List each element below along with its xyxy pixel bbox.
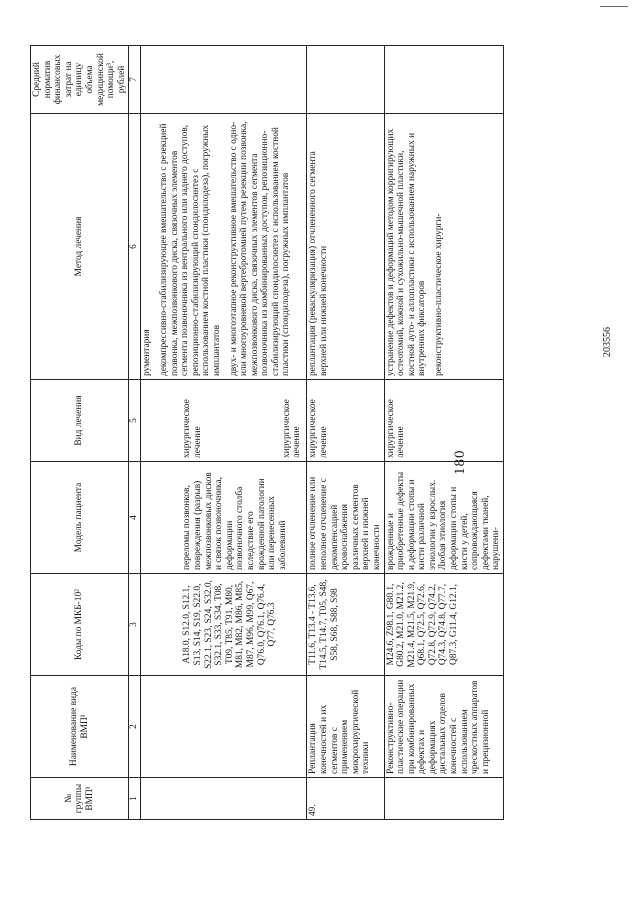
column-number: 7: [129, 46, 141, 114]
header-group-number: № группы ВМП¹: [31, 778, 129, 820]
header-vmp-name: Наименование вида ВМП¹: [31, 676, 129, 778]
treatment-method-continued: рументария: [142, 329, 153, 376]
treatment-type: хирургическое лечение: [385, 399, 407, 458]
group-number: 49.: [308, 804, 319, 816]
cost-norm-cell: [307, 46, 384, 114]
header-cost-norm: Средний норматив финансовых затрат на единицу объема медицинской помощи³, рублей: [31, 46, 129, 114]
patient-model-cell: [384, 462, 504, 574]
group-number-cell: [384, 778, 504, 820]
treatment-method: декомпрессивно-стабилизирующее вмешательство с резекцией позвонка, межпозвонкового диска, связочных элементов сегмента позвоночника из вентрального или заднего доступов, репозиционно-стабилизирующий спондилосинтез с использованием костной пластики (спондилодеза), погружных имплантатов: [158, 123, 222, 376]
patient-model: полное отчленение или неполное отчленение с декомпенсацией кровоснабжения различных сегментов верхней и нижней конечности: [308, 476, 382, 570]
treatment-method-cell: [141, 114, 307, 380]
treatment-method: двух- и многоэтапное реконструктивное вмешательство с одно- или многоуровневой вертебротомией путем резекции позвонка, межпозвонкового диска, связочных элементов сегмента позвоночника из комбинированных доступов, репозиционно-стабилизирующий спондилосинтез с использованием костной пластики (спондилодеза), погружных имплантатов: [228, 121, 292, 376]
column-number-row: [129, 46, 141, 820]
column-number: 4: [129, 462, 141, 574]
treatment-method: реконструктивно-пластическое хирурги-: [433, 213, 444, 376]
icd-codes: M24.6, Z98.1, G80.1, G80.2, M21.0, M21.2, M21.4, M21.5, M21.9, Q68.1, Q72.5, Q72.6, Q72.8, Q72.9, Q74.2, Q74.3, Q74.8, Q77.7, Q87.3, G11.4, G12.1,: [385, 581, 460, 668]
document-number: 203556: [602, 327, 613, 357]
vmp-name-cell: [307, 676, 384, 778]
patient-model-cell: [141, 462, 307, 574]
patient-model: врожденные и приобретенные дефекты и деформации стопы и кисти различной этиологии у взрослых. Любая этиология деформации стопы и кисти у детей, сопровождающаяся дефектами тканей, нарушени-: [385, 471, 502, 570]
group-number-cell: [307, 778, 384, 820]
treatment-type: хирургическое лечение: [308, 399, 329, 458]
treatment-type: хирургическое лечение: [281, 399, 303, 458]
group-number-cell: [141, 778, 307, 820]
header-patient-model: Модель пациента: [31, 462, 129, 574]
treatment-method: реплантация (реваскуляризация) отчлененного сегмента верхней или нижней конечности: [308, 151, 329, 376]
icd-codes: T11.6, T13.4 - T13.6, T14.5, T14.7, T05, S48, S58, S68, S88, S98: [308, 579, 340, 670]
cost-norm-cell: [384, 46, 504, 114]
icd-codes-cell: [307, 574, 384, 676]
header-row: [31, 46, 129, 820]
header-treatment-method: Метод лечения: [31, 114, 129, 380]
vmp-name-cell: [384, 676, 504, 778]
treatment-type-cell: [141, 380, 307, 462]
treatment-method-cell: [384, 114, 504, 380]
column-number: 2: [129, 676, 141, 778]
table-row: [307, 46, 384, 820]
vmp-table: [30, 45, 504, 820]
cost-norm-cell: [141, 46, 307, 114]
treatment-type: хирургическое лечение: [182, 399, 203, 458]
icd-codes-cell: [384, 574, 504, 676]
treatment-type-cell: [384, 380, 504, 462]
column-number: 5: [129, 380, 141, 462]
vmp-name: Реконструктивно-пластические операции при комбинированных дефектах и деформациях дистальных отделов конечностей с использованием чрескостных аппаратов и прецизионной: [385, 679, 491, 774]
vmp-name-cell: [141, 676, 307, 778]
header-treatment-type: Вид лечения: [31, 380, 129, 462]
column-number: 6: [129, 114, 141, 380]
treatment-type-cell: [307, 380, 384, 462]
treatment-method-cell: [307, 114, 384, 380]
vmp-name: Реплантация конечностей и их сегментов с применением микрохирургической техники: [308, 689, 372, 774]
treatment-method: устранение дефектов и деформаций методом корригирующих остеотомий, кожной и сухожильно-мышечной пластики, костной ауто- и аллопластики с использованием наружных и внутренних фиксаторов: [385, 128, 428, 376]
icd-codes-cell: [141, 574, 307, 676]
header-icd-codes: Коды по МКБ-10²: [31, 574, 129, 676]
patient-model: переломы позвонков, повреждения (разрыв) межпозвонковых дисков и связок позвоночника, деформации позвоночного столба вследствие его врожденной патологии или перенесенных заболеваний: [182, 472, 288, 570]
page-number: 180: [452, 449, 468, 475]
icd-codes: A18.0, S12.0, S12.1, S13, S14, S19, S22.0, S22.1, S23, S24, S32.0, S32.1, S33, S34, T08, T09, T85, T91, M80, M81, M82, M86, M85, M87, M96, M99, Q67, Q76.0, Q76.1, Q76.4, Q77, Q76.3: [182, 580, 278, 669]
table-row: [141, 46, 307, 820]
patient-model-cell: [307, 462, 384, 574]
column-number: 1: [129, 778, 141, 820]
column-number: 3: [129, 574, 141, 676]
table-row: [384, 46, 504, 820]
